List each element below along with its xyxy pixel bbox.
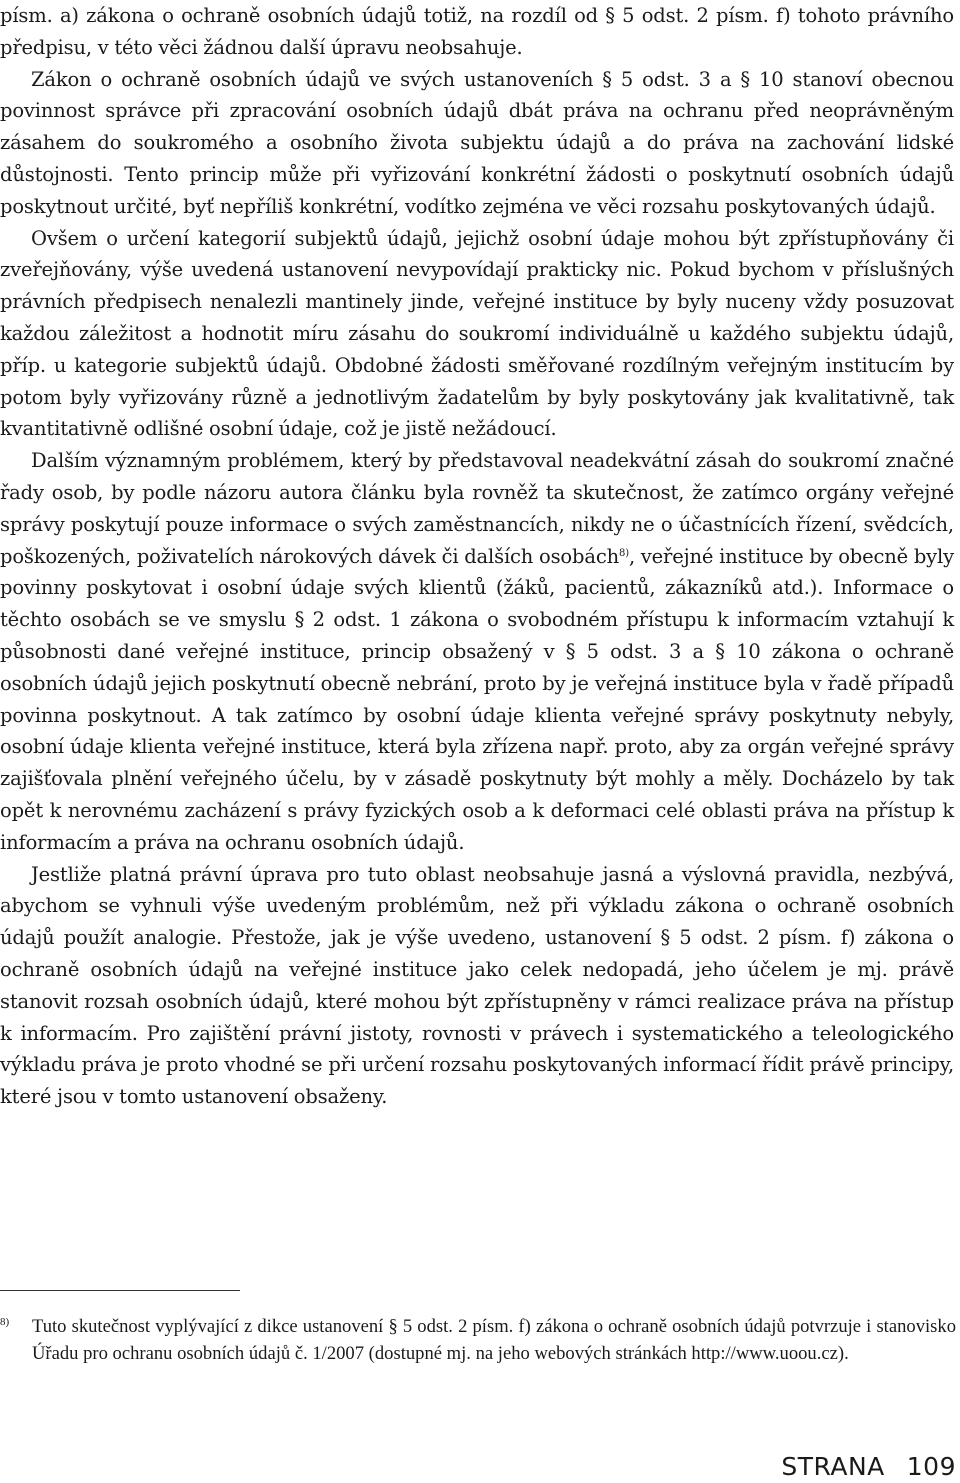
paragraph (0, 859, 954, 1113)
paragraph (0, 64, 954, 223)
footnote-text: Tuto skutečnost vyplývající z dikce ustanovení § 5 odst. 2 písm. f) zákona o ochraně osobních údajů potvrzuje i stanovisko Úřadu pro ochranu osobních údajů č. 1/2007 (dostupné mj. na jeho webových stránkách http://www.uoou.cz). (32, 1316, 956, 1364)
paragraph-text: písm. a) zákona o ochraně osobních údajů totiž, na rozdíl od § 5 odst. 2 písm. f) tohoto právního předpisu, v této věci žádnou další úpravu neobsahuje. (0, 4, 954, 59)
footnote-reference[interactable]: 8) (619, 547, 629, 559)
paragraph (0, 223, 954, 446)
paragraph-continuation (0, 0, 954, 64)
paragraph-text-continued: , veřejné instituce by obecně byly povinny poskytovat i osobní údaje svých klientů (žáků, pacientů, zákazníků atd.). Informace o těchto osobách se ve smyslu § 2 odst. 1 zákona o svobodném přístupu k informacím vztahují k působnosti dané veřejné instituce, princip obsažený v § 5 odst. 3 a § 10 zákona o ochraně osobních údajů jejich poskytnutí obecně nebrání, proto by je veřejná instituce byla v řadě případů povinna poskytnout. A tak zatímco by osobní údaje klienta veřejné správy poskytnuty nebyly, osobní údaje klienta veřejné instituce, která byla zřízena např. proto, aby za orgán veřejné správy zajišťovala plnění veřejného účelu, by v zásadě poskytnuty být mohly a měly. Docházelo by tak opět k nerovnému zacházení s právy fyzických osob a k deformaci celé oblasti práva na přístup k informacím a práva na ochranu osobních údajů. (0, 544, 954, 854)
page-label: STRANA (781, 1452, 885, 1481)
footnote-marker: 8) (0, 1316, 10, 1328)
paragraph-text: Jestliže platná právní úprava pro tuto oblast neobsahuje jasná a výslovná pravidla, nezbývá, abychom se vyhnuli výše uvedeným problémům, než při výkladu zákona o ochraně osobních údajů použít analogie. Přestože, jak je výše uvedeno, ustanovení § 5 odst. 2 písm. f) zákona o ochraně osobních údajů na veřejné instituce jako celek nedopadá, jeho účelem je mj. právě stanovit rozsah osobních údajů, které mohou být zpřístupněny v rámci realizace práva na přístup k informacím. Pro zajištění právní jistoty, rovnosti v právech i systematického a teleologického výkladu práva je proto vhodné se při určení rozsahu poskytovaných informací řídit právě principy, které jsou v tomto ustanovení obsaženy. (0, 862, 954, 1109)
paragraph-text: Zákon o ochraně osobních údajů ve svých ustanoveních § 5 odst. 3 a § 10 stanoví obecnou povinnost správce při zpracování osobních údajů dbát práva na ochranu před neoprávněným zásahem do soukromého a osobního života subjektu údajů a do práva na zachování lidské důstojnosti. Tento princip může při vyřizování konkrétní žádosti o poskytnutí osobních údajů poskytnout určité, byť nepříliš konkrétní, vodítko zejména ve věci rozsahu poskytovaných údajů. (0, 67, 954, 218)
page-number: 109 (906, 1452, 956, 1481)
paragraph-text: Dalším významným problémem, který by představoval neadekvátní zásah do soukromí značné řady osob, by podle názoru autora článku byla rovněž ta skutečnost, že zatímco orgány veřejné správy poskytují pouze informace o svých zaměstnancích, nikdy ne o účastnících řízení, svědcích, poškozených, poživatelích nárokových dávek či dalších osobách (0, 449, 954, 568)
footnote-divider (0, 1290, 240, 1291)
paragraph-text: Ovšem o určení kategorií subjektů údajů, jejichž osobní údaje mohou být zpřístupňovány či zveřejňovány, výše uvedená ustanovení nevypovídají prakticky nic. Pokud bychom v příslušných právních předpisech nenalezli mantinely jinde, veřejné instituce by byly nuceny vždy posuzovat každou záležitost a hodnotit míru zásahu do soukromí individuálně u každého subjektu údajů, příp. u kategorie subjektů údajů. Obdobné žádosti směřované rozdílným veřejným institucím by potom byly vyřizovány různě a jednotlivým žadatelům by byly poskytovány jak kvalitativně, tak kvantitativně odlišné osobní údaje, což je jistě nežádoucí. (0, 226, 954, 441)
footnote (0, 1313, 956, 1367)
page-footer (781, 1452, 956, 1482)
paragraph (0, 445, 954, 858)
